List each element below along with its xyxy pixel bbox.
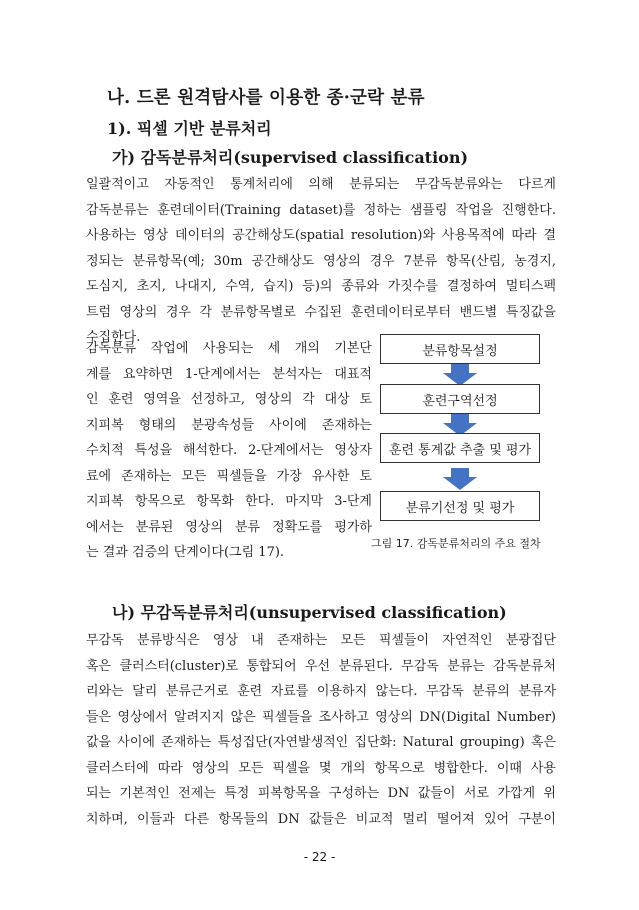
text-line: 리와는 달리 분류근거로 훈련 자료를 이용하지 않는다. 무감독 분류의 분류자 [86,684,556,699]
flowchart-figure [372,332,557,562]
figure-caption: 그림 17. 감독분류처리의 주요 절차 [371,537,541,550]
text-line: 되는 기본적인 전제는 특정 피복항목을 구성하는 DN 값들이 서로 가깝게 위 [86,786,556,801]
text-line: 료에 존재하는 모든 픽셀들을 가장 유사한 토 [86,468,372,484]
text-line: 감독분류는 훈련데이터(Training dataset)를 정하는 샘플링 작업을 진행한다. [86,202,556,218]
text-line: 들은 영상에서 알려지지 않은 픽셀들을 조사하고 영상의 DN(Digital Number) [86,709,556,725]
down-arrow-icon [443,364,477,386]
section-heading: 나. 드론 원격탐사를 이용한 종·군락 분류 [107,88,425,108]
text-line: 정되는 분류항목(예; 30m 공간해상도 영상의 경우 7분류 항목(산림, 농경지, [86,253,556,269]
text-line: 값을 사이에 존재하는 특성집단(자연발생적인 집단화: Natural grouping) 혹은 [86,735,556,750]
paragraph-supervised-steps [86,336,372,566]
text-line: 사용하는 영상 데이터의 공간해상도(spatial resolution)와 사용목적에 따라 결 [86,228,556,243]
down-arrow-icon [443,468,477,490]
text-line: 혹은 클러스터(cluster)로 통합되어 우선 분류된다. 무감독 분류는 감독분류처 [86,658,556,674]
paragraph-supervised-intro [86,172,556,351]
flow-step-2: 훈련구역선정 [380,384,540,414]
text-line: 지피복 형태의 분광속성들 사이에 존재하는 [86,417,372,433]
text-line: 인 훈련 영역을 선정하고, 영상의 각 대상 토 [86,392,372,407]
subsubsection-heading-unsupervised: 나) 무감독분류처리(unsupervised classification) [112,603,507,622]
flow-step-4: 분류기선정 및 평가 [380,491,540,521]
text-line: 수집한다. [86,330,141,345]
text-line: 계를 요약하면 1-단계에서는 분석자는 대표적 [86,366,372,382]
text-line: 일괄적이고 자동적인 통계처리에 의해 분류되는 무감독분류와는 다르게 [86,177,556,192]
subsection-heading: 1). 픽셀 기반 분류처리 [107,119,272,138]
subsubsection-heading-supervised: 가) 감독분류처리(supervised classification) [112,148,469,167]
text-line: 는 결과 검증의 단계이다(그림 17). [86,545,285,560]
text-line: 감독분류 작업에 사용되는 세 개의 기본단 [86,341,372,356]
text-line: 지피복 항목으로 항목화 한다. 마지막 3-단계 [86,494,372,509]
paragraph-unsupervised [86,628,556,832]
page-number: - 22 - [303,850,336,864]
text-line: 치하며, 이들과 다른 항목들의 DN 값들은 비교적 멀리 떨어져 있어 구분이 [86,811,556,827]
text-line: 클러스터에 따라 영상의 모든 픽셀을 몇 개의 항목으로 병합한다. 이때 사용 [86,760,556,776]
text-line: 에서는 분류된 영상의 분류 정확도를 평가하 [86,519,372,535]
flow-step-3: 훈련 통계값 추출 및 평가 [380,433,540,463]
text-line: 트럼 영상의 경우 각 분류항목별로 수집된 훈련데이터로부터 밴드별 특징값을 [86,304,556,320]
flow-step-1: 분류항목설정 [380,334,540,364]
text-line: 수치적 특성을 해석한다. 2-단계에서는 영상자 [86,443,372,458]
text-line: 도심지, 초지, 나대지, 수역, 습지) 등)의 종류와 가짓수를 결정하여 멀티스펙 [86,279,556,294]
text-line: 무감독 분류방식은 영상 내 존재하는 모든 픽셀들이 자연적인 분광집단 [86,633,556,648]
